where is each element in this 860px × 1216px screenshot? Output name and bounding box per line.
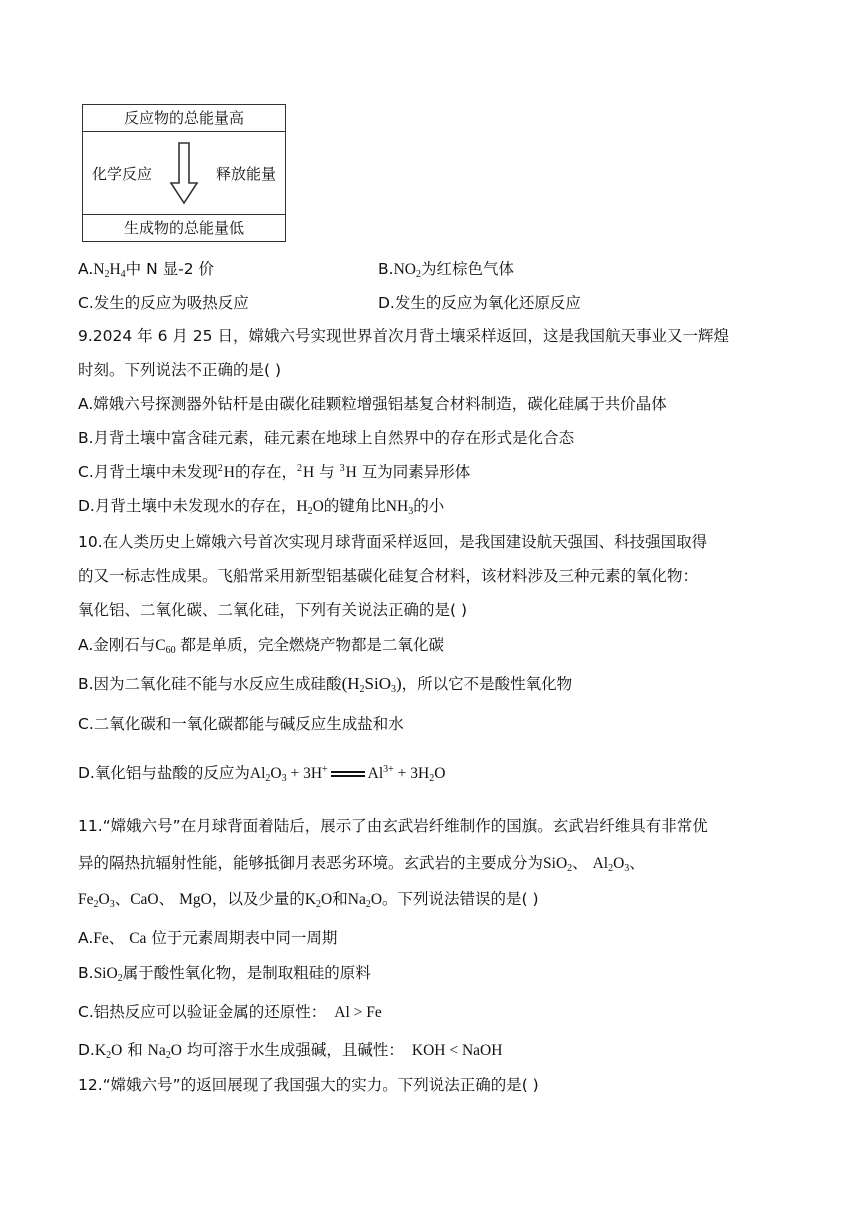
- q9-option-d: D.月背土壤中未发现水的存在，$H_2O$的键角比$NH_3$的小: [78, 497, 445, 517]
- q11-stem-line2: 异的隔热抗辐射性能，能够抵御月表恶劣环境。玄武岩的主要成分为SiO$_2$、 $Al_2O_3$、: [78, 854, 645, 874]
- q12-stem: 12.“嫦娥六号”的返回展现了我国强大的实力。下列说法正确的是( ): [78, 1076, 539, 1094]
- q10-option-b: B.因为二氧化硅不能与水反应生成硅酸$(H_2SiO_3)$，所以它不是酸性氧化物: [78, 674, 573, 695]
- q10-option-a: A.金刚石与$C_{60}$ 都是单质，完全燃烧产物都是二氧化碳: [78, 636, 445, 656]
- q11-option-d: $D.K_2O$ 和 $Na_2O$ 均可溶于水生成强碱，且碱性： KOH < NaOH: [78, 1041, 503, 1061]
- diagram-top-label: 反应物的总能量高: [83, 105, 285, 132]
- q10-option-d: D.氧化铝与盐酸的反应为$Al_2O_3 + 3H^+$ $Al^{3+} + 3H_2O$: [78, 764, 446, 784]
- q8-option-a: $A.N_2H_4$中 N 显-2 价: [78, 260, 215, 280]
- q11-option-a: A.Fe、 Ca 位于元素周期表中同一周期: [78, 929, 338, 947]
- q10-stem-line2: 的又一标志性成果。飞船常采用新型铝基碳化硅复合材料，该材料涉及三种元素的氧化物：: [78, 567, 699, 585]
- q10-stem-line1: 10.在人类历史上嫦娥六号首次实现月球背面采样返回，是我国建设航天强国、科技强国取得: [78, 533, 708, 551]
- q9-option-b: B.月背土壤中富含硅元素，硅元素在地球上自然界中的存在形式是化合态: [78, 429, 575, 447]
- q11-option-c: C.铝热反应可以验证金属的还原性： Al > Fe: [78, 1003, 382, 1021]
- diagram-bottom-label: 生成物的总能量低: [83, 214, 285, 241]
- energy-diagram: [82, 104, 286, 242]
- q9-stem-line2: 时刻。下列说法不正确的是( ): [78, 361, 282, 379]
- q8-option-b: $B.NO_2$为红棕色气体: [378, 260, 514, 280]
- diagram-right-label: 释放能量: [215, 165, 276, 183]
- q11-option-b: B.SiO$_2$属于酸性氧化物，是制取粗硅的原料: [78, 964, 371, 984]
- q10-option-c: C.二氧化碳和一氧化碳都能与碱反应生成盐和水: [78, 715, 404, 733]
- q8-option-c: C.发生的反应为吸热反应: [78, 294, 249, 312]
- q10-stem-line3: 氧化铝、二氧化碳、二氧化硅，下列有关说法正确的是( ): [78, 601, 468, 619]
- diagram-left-label: 化学反应: [92, 165, 153, 183]
- q9-option-c: C.月背土壤中未发现$^2$H的存在，$^2$H 与 $^3$H 互为同素异形体: [78, 463, 471, 481]
- q9-option-a: A.嫦娥六号探测器外钻杆是由碳化硅颗粒增强铝基复合材料制造，碳化硅属于共价晶体: [78, 395, 667, 413]
- q11-stem-line1: 11.“嫦娥六号”在月球背面着陆后，展示了由玄武岩纤维制作的国旗。玄武岩纤维具有非常优: [78, 817, 708, 835]
- q8-option-d: D.发生的反应为氧化还原反应: [378, 294, 581, 312]
- q11-stem-line3: $Fe_2O_3$、CaO、 MgO，以及少量的$K_2O$和$Na_2O$。下列说法错误的是( ): [78, 890, 539, 910]
- down-arrow-icon: [169, 141, 199, 205]
- q9-stem-line1: 9.2024 年 6 月 25 日，嫦娥六号实现世界首次月背土壤采样返回，这是我国航天事业又一辉煌: [78, 327, 729, 345]
